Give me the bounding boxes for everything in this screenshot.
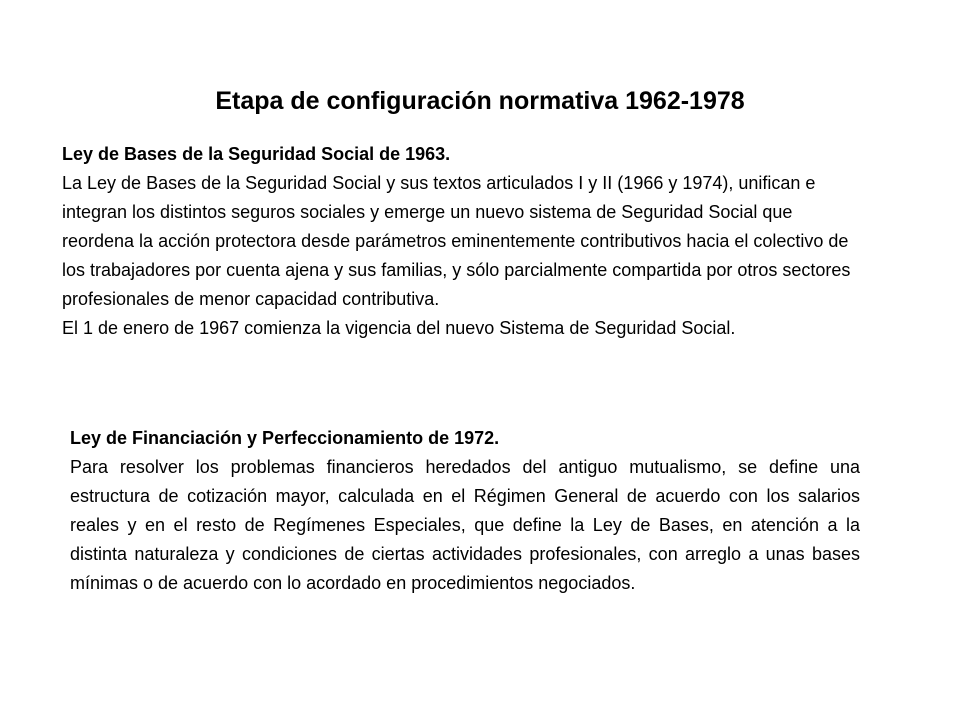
- section-ley-bases-heading: Ley de Bases de la Seguridad Social de 1963.: [62, 144, 451, 164]
- section-ley-financiacion-heading: Ley de Financiación y Perfeccionamiento de 1972.: [70, 428, 500, 448]
- section-ley-bases-paragraph-1: La Ley de Bases de la Seguridad Social y sus textos articulados I y II (1966 y 1974), unifican e integran los distintos seguros sociales y emerge un nuevo sistema de Seguridad Social que reordena la acción protectora desde parámetros eminentemente contributivos hacia el colectivo de los trabajadores por cuenta ajena y sus familias, y sólo parcialmente compartida por otros sectores profesionales de menor capacidad contributiva.: [62, 173, 851, 309]
- section-ley-financiacion-paragraph-1: Para resolver los problemas financieros heredados del antiguo mutualismo, se define una estructura de cotización mayor, calculada en el Régimen General de acuerdo con los salarios reales y en el resto de Regímenes Especiales, que define la Ley de Bases, en atención a la distinta naturaleza y condiciones de ciertas actividades profesionales, con arreglo a unas bases mínimas o de acuerdo con lo acordado en procedimientos negociados.: [70, 457, 860, 593]
- section-ley-bases: [62, 140, 862, 343]
- section-ley-financiacion: [70, 424, 860, 598]
- slide-title: Etapa de configuración normativa 1962-1978: [215, 87, 745, 115]
- section-ley-bases-paragraph-2: El 1 de enero de 1967 comienza la vigencia del nuevo Sistema de Seguridad Social.: [62, 318, 736, 338]
